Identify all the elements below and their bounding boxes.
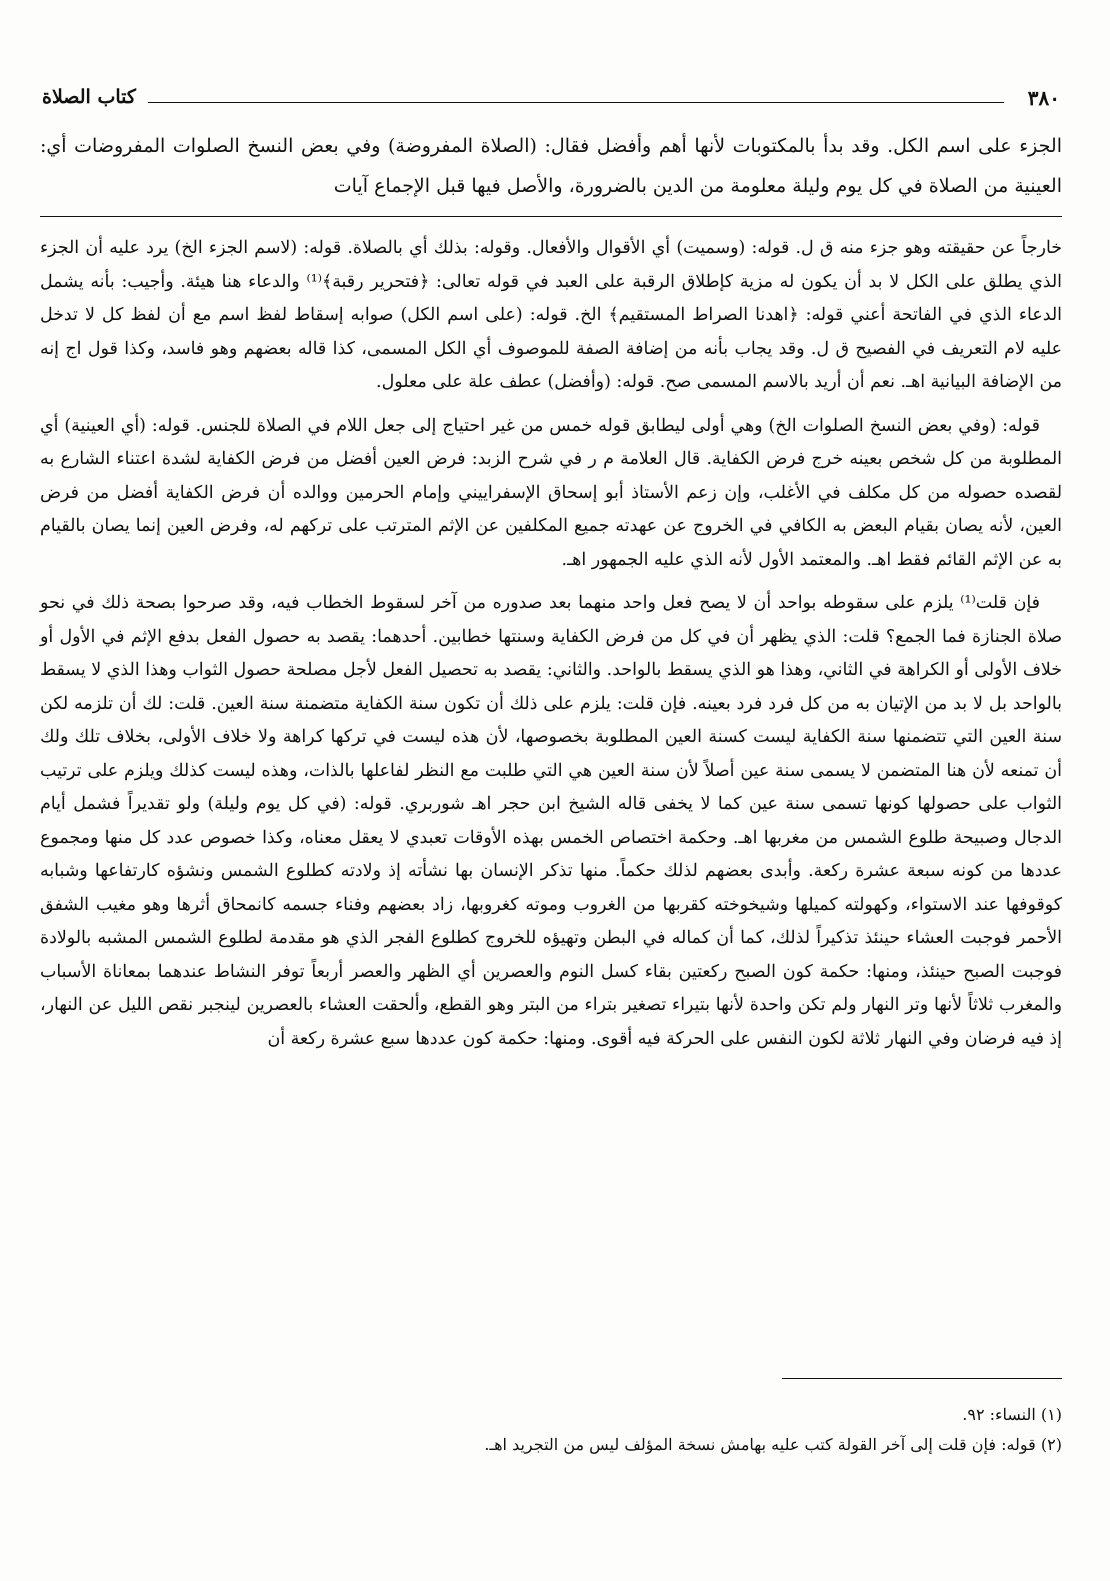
header-rule	[148, 102, 1004, 103]
commentary-paragraph-1: خارجاً عن حقيقته وهو جزء منه ق ل. قوله: (وسميت) أي الأقوال والأفعال. وقوله: بذلك أي بالصلاة. قوله: (لاسم الجزء الخ) يرد عليه أن الجزء الذي يطلق على الكل لا بد أن يكون له مزية كإطلاق الرقبة على العبد في قوله تعالى: ﴿فتحرير رقبة﴾⁽¹⁾ والدعاء هنا هيئة. وأجيب: بأنه يشمل الدعاء الذي في الفاتحة أعني قوله: ﴿اهدنا الصراط المستقيم﴾ الخ. قوله: (على اسم الكل) صوابه إسقاط لفظ اسم مع أن لفظ كل لا تدخل عليه لام التعريف في الفصيح ق ل. وقد يجاب بأنه من إضافة الصفة للموصوف أي الكل المسمى، كذا قاله بعضهم وهو فاسد، وكذا قول اج إنه من الإضافة البيانية اهـ. نعم أن أريد بالاسم المسمى صح. قوله: (وأفضل) عطف علة على معلول.	[40, 238, 1063, 392]
section-divider	[40, 216, 1062, 217]
commentary-paragraph-2: قوله: (وفي بعض النسخ الصلوات الخ) وهي أولى ليطابق قوله خمس من غير احتياج إلى جعل اللام في الصلاة للجنس. قوله: (أي العينية) أي المطلوبة من كل شخص بعينه خرج فرض الكفاية. قال العلامة م ر في شرح الزبد: فرض العين أفضل من فرض الكفاية لشدة اعتناء الشارع به لقصده حصوله من كل مكلف في الأغلب، وإن زعم الأستاذ أبو إسحاق الإسفراييني وإمام الحرمين ووالده أن فرض الكفاية أفضل من فرض العين، لأنه يصان بقيام البعض به الكافي في الخروج عن عهدته جميع المكلفين عن الإثم المترتب على تركهم له، وفرض العين إنما يصان بالقيام به عن الإثم القائم فقط اهـ. والمعتمد الأول لأنه الذي عليه الجمهور اهـ.	[40, 415, 1062, 570]
book-page	[40, 70, 1062, 1530]
running-title: كتاب الصلاة	[42, 86, 136, 108]
main-text: الجزء على اسم الكل. وقد بدأ بالمكتوبات لأنها أهم وأفضل فقال: (الصلاة المفروضة) وفي بعض النسخ الصلوات المفروضات أي: العينية من الصلاة في كل يوم وليلة معلومة من الدين بالضرورة، والأصل فيها قبل الإجماع آيات	[40, 135, 1062, 197]
footnote-2: (٢) قوله: فإن قلت إلى آخر القولة كتب عليه بهامش نسخة المؤلف ليس من التجريد اهـ.	[484, 1435, 1062, 1454]
footnotes	[40, 1400, 1062, 1460]
footnote-1: (١) النساء: ٩٢.	[962, 1405, 1062, 1424]
footnote-divider	[782, 1378, 1062, 1379]
page-number: ٣٨٠	[1027, 86, 1060, 110]
page-header	[40, 86, 1062, 116]
commentary-paragraph-3: فإن قلت⁽¹⁾ يلزم على سقوطه بواحد أن لا يصح فعل واحد منهما بعد صدوره من آخر لسقوط الخطاب فيه، وقد صرحوا بصحة ذلك في نحو صلاة الجنازة فما الجمع؟ قلت: الذي يظهر أن في كل من فرض الكفاية وسنتها خطابين. أحدهما: يقصد به حصول الفعل بدفع الإثم في الأول أو خلاف الأولى أو الكراهة في الثاني، وهذا هو الذي يسقط بالواحد. والثاني: يقصد به تحصيل الفعل لأجل مصلحة حصول الثواب وهذا الذي لا يسقط بالواحد بل لا بد من الإتيان به من كل فرد فرد بعينه. فإن قلت: يلزم على ذلك أن تكون سنة الكفاية متضمنة سنة العين. قلت: لك أن تلزمه لكن سنة العين التي تتضمنها سنة الكفاية ليست كسنة العين المطلوبة بخصوصها، لأن هذه ليست في تركها كراهة ولا خلاف الأولى، بخلاف تلك ولك أن تمنعه لأن هنا المتضمن لا يسمى سنة عين أصلاً لأن سنة العين هي التي طلبت مع النظر لفاعلها بالذات، وهذه ليست كذلك ويلزم على ترتيب الثواب على حصولها كونها تسمى سنة عين كما لا يخفى قاله الشيخ ابن حجر اهـ شوربري. قوله: (في كل يوم وليلة) ولو تقديراً فشمل أيام الدجال وصبيحة طلوع الشمس من مغربها اهـ. وحكمة اختصاص الخمس بهذه الأوقات تعبدي لا يعقل معناه، وكذا خصوص عدد كل منها ومجموع عددها من كونه سبعة عشرة ركعة. وأبدى بعضهم لذلك حكماً. منها تذكر الإنسان بها نشأته إذ ولادته كطلوع الشمس ونشؤه كارتفاعها وشبابه كوقوفها عند الاستواء، وكهولته كميلها وشيخوخته كقربها من الغروب وموته كغروبها، زاد بعضهم وفناء جسمه كانمحاق أثرها وهو مغيب الشفق الأحمر فوجبت العشاء حينئذ تذكيراً لذلك، كما أن كماله في البطن وتهيؤه للخروج كطلوع الفجر الذي هو مقدمة لطلوع الشمس المشبه بالولادة فوجبت الصبح حينئذ، ومنها: حكمة كون الصبح ركعتين بقاء كسل النوم والعصرين أي الظهر والعصر أربعاً توفر النشاط عندهما بمعاناة الأسباب والمغرب ثلاثاً لأنها وتر النهار ولم تكن واحدة لأنها بتيراء تصغير بتراء من البتر وهو القطع، وألحقت العشاء بالعصرين لينجبر نقص الليل عن النهار، إذ فيه فرضان وفي النهار ثلاثة لكون النفس على الحركة فيه أقوى. ومنها: حكمة كون عددها سبع عشرة ركعة أن	[40, 593, 1062, 1049]
commentary	[40, 232, 1062, 1066]
